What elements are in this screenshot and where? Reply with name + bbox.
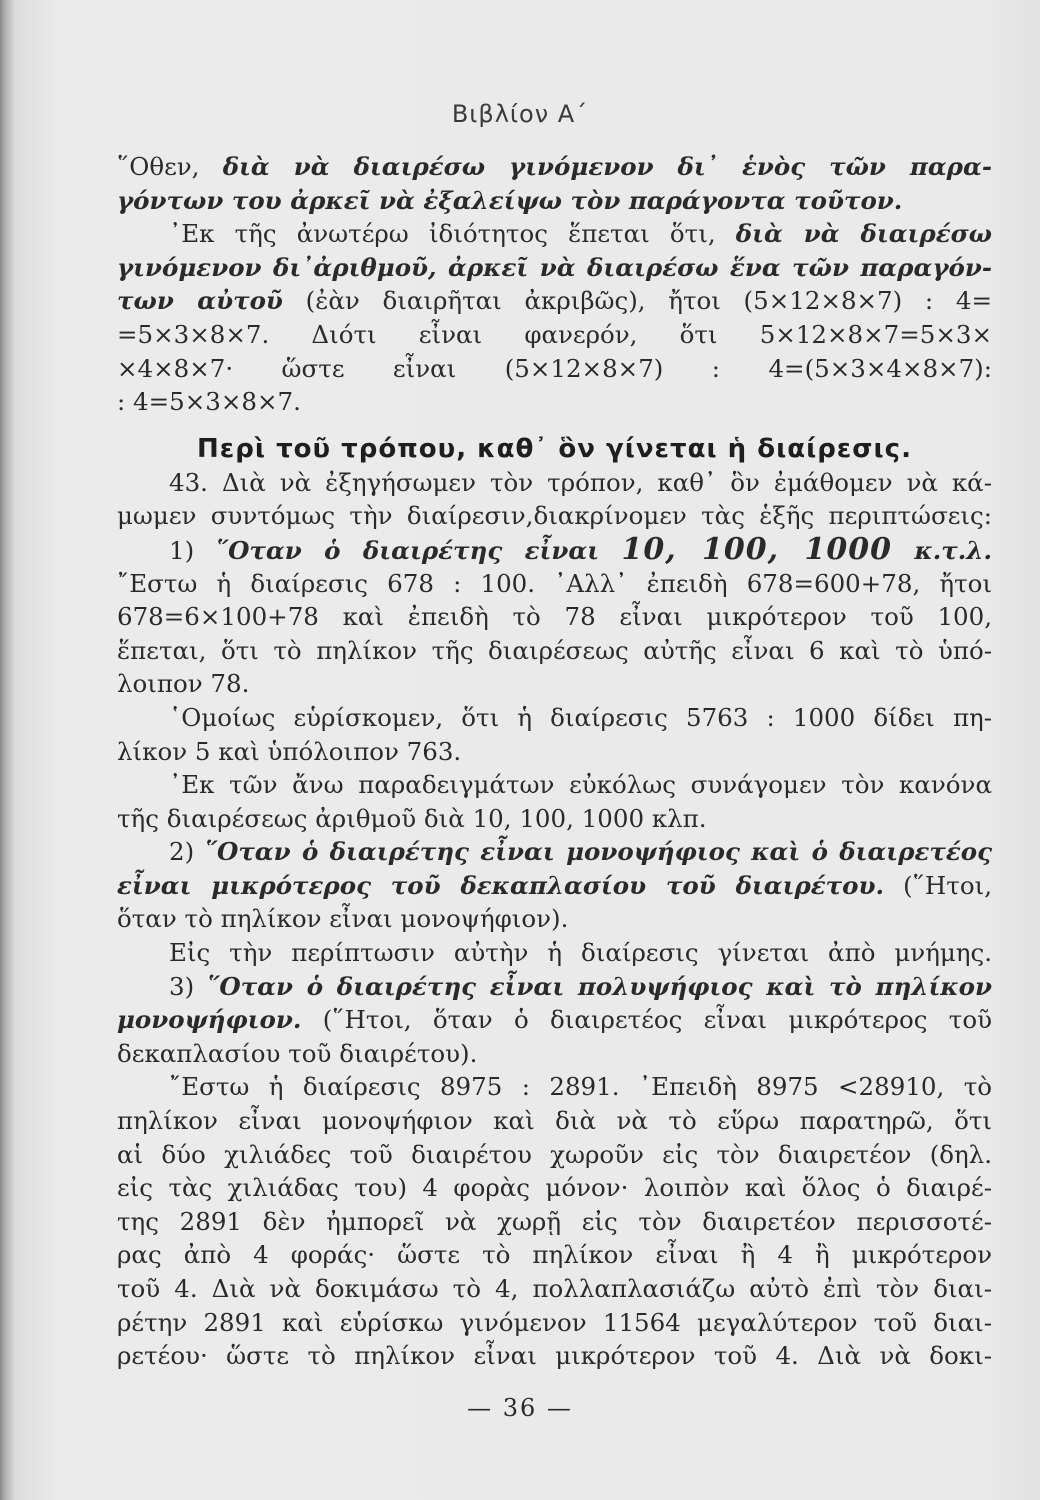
- text-line: [117, 768, 992, 802]
- text-run: ×4×8×7· ὥστε εἶναι (5×12×8×7) : 4=(5×3×4×8×7):: [117, 353, 992, 383]
- text-line: [117, 1272, 992, 1306]
- text-run: ῞Οθεν,: [117, 152, 223, 181]
- text-run: 2): [169, 837, 205, 867]
- text-run: ρέτην 2891 καὶ εὑρίσκω γινόμενον 11564 μεγαλύτερον τοῦ διαι-: [117, 1307, 992, 1337]
- text-line: [117, 970, 992, 1004]
- text-line: [117, 1104, 992, 1138]
- text-line: [117, 567, 992, 601]
- text-line: [117, 1003, 992, 1037]
- emphasis-numbers: 10, 100, 1000: [621, 531, 892, 567]
- text-line: [117, 1138, 992, 1172]
- text-line: [117, 735, 992, 769]
- emphasis-run: εἶναι μικρότερος τοῦ δεκαπλασίου τοῦ διαιρέτου.: [117, 870, 885, 900]
- text-run: (ἐὰν διαιρῆται ἀκριβῶς), ἤτοι (5×12×8×7) : 4=: [282, 286, 992, 316]
- text-run: ᾽Εκ τῶν ἄνω παραδειγμάτων εὐκόλως συνάγομεν τὸν κανόνα: [169, 770, 992, 800]
- text-run: της 2891 δὲν ἠμπορεῖ νὰ χωρῇ εἰς τὸν διαιρετέον περισσοτέ-: [117, 1206, 992, 1236]
- text-run: μωμεν συντόμως τὴν διαίρεσιν,διακρίνομεν τὰς ἑξῆς περιπτώσεις:: [117, 501, 992, 531]
- text-line: [117, 1205, 992, 1239]
- text-run: αἱ δύο χιλιάδες τοῦ διαιρέτου χωροῦν εἰς τὸν διαιρετέον (δηλ.: [117, 1139, 992, 1169]
- text-run: =5×3×8×7. Διότι εἶναι φανερόν, ὅτι 5×12×8×7=5×3×: [117, 319, 992, 349]
- text-line: [117, 1070, 992, 1104]
- text-run: (῞Ητοι, ὅταν ὁ διαιρετέος εἶναι μικρότερος τοῦ: [301, 1005, 992, 1035]
- emphasis-run: των αὐτοῦ: [117, 286, 283, 316]
- text-run: δεκαπλασίου τοῦ διαιρέτου).: [117, 1038, 478, 1068]
- text-line: [117, 251, 992, 285]
- text-line: [117, 600, 992, 634]
- text-run: ῎Εστω ἡ διαίρεσις 8975 : 2891. ᾽Επειδὴ 8975 <28910, τὸ: [169, 1072, 992, 1102]
- text-line: [117, 1037, 992, 1071]
- text-run: 1): [169, 535, 216, 565]
- text-run: (῞Ητοι,: [884, 870, 992, 900]
- text-line: [117, 835, 992, 869]
- emphasis-run: ῞Οταν ὁ διαιρέτης εἶναι: [215, 535, 622, 565]
- text-run: ρας ἀπὸ 4 φοράς· ὥστε τὸ πηλίκον εἶναι ἢ 4 ἢ μικρότερον: [117, 1240, 992, 1270]
- text-run: ᾽Εκ τῆς ἀνωτέρω ἰδιότητος ἕπεται ὅτι,: [169, 219, 736, 249]
- emphasis-run: γινόμενον δι᾽ἀριθμοῦ, ἀρκεῖ νὰ διαιρέσω ἕνα τῶν παραγόν-: [117, 252, 992, 282]
- text-run: ὅταν τὸ πηλίκον εἶναι μονοψήφιον).: [117, 904, 569, 934]
- text-run: πηλίκον εἶναι μονοψήφιον καὶ διὰ νὰ τὸ εὕρω παρατηρῶ, ὅτι: [117, 1106, 992, 1136]
- text-run: 678=6×100+78 καὶ ἐπειδὴ τὸ 78 εἶναι μικρότερον τοῦ 100,: [117, 602, 992, 632]
- text-line: [117, 466, 992, 500]
- text-run: λίκον 5 καὶ ὑπόλοιπον 763.: [117, 736, 462, 766]
- text-line: [117, 1238, 992, 1272]
- text-run: ρετέου· ὥστε τὸ πηλίκον εἶναι μικρότερον τοῦ 4. Διὰ νὰ δοκι-: [117, 1341, 992, 1371]
- text-line: [117, 936, 992, 970]
- text-run: 3): [169, 971, 208, 1001]
- text-run: Εἰς τὴν περίπτωσιν αὐτὴν ἡ διαίρεσις γίνεται ἀπὸ μνήμης.: [169, 938, 992, 968]
- text-run: : 4=5×3×8×7.: [117, 387, 301, 417]
- emphasis-run: κ.τ.λ.: [891, 535, 992, 565]
- text-run: ῎Εστω ἡ διαίρεσις 678 : 100. ᾽Αλλ᾽ ἐπειδὴ 678=600+78, ἤτοι: [117, 568, 992, 598]
- running-header: Βιβλίον Α΄: [451, 100, 589, 128]
- text-line: [117, 701, 992, 735]
- text-run: λοιπον 78.: [117, 669, 250, 699]
- text-run: τῆς διαιρέσεως ἀριθμοῦ διὰ 10, 100, 1000 κλπ.: [117, 803, 707, 833]
- emphasis-run: διὰ νὰ διαιρέσω: [735, 219, 992, 249]
- emphasis-run: ῞Οταν ὁ διαιρέτης εἶναι πολυψήφιος καὶ τὸ πηλίκον: [207, 971, 993, 1001]
- text-line: [117, 533, 992, 567]
- page-number: — 36 —: [467, 1394, 573, 1422]
- section-heading: Περὶ τοῦ τρόπου, καθ᾽ ὃν γίνεται ἡ διαίρεσις.: [197, 433, 912, 464]
- text-line: [117, 634, 992, 668]
- text-line: [117, 499, 992, 533]
- text-line: [117, 385, 992, 419]
- text-run: ῾Ομοίως εὑρίσκομεν, ὅτι ἡ διαίρεσις 5763 : 1000 δίδει πη-: [169, 702, 992, 732]
- text-line: [117, 1171, 992, 1205]
- text-line: [117, 284, 992, 318]
- text-line: [117, 217, 992, 251]
- text-line: [117, 1339, 992, 1373]
- emphasis-run: ῞Οταν ὁ διαιρέτης εἶναι μονοψήφιος καὶ ὁ διαιρετέος: [204, 837, 992, 867]
- book-spine-shadow: [0, 0, 14, 1500]
- text-line: [117, 802, 992, 836]
- text-line: [117, 318, 992, 352]
- text-run: 43. Διὰ νὰ ἐξηγήσωμεν τὸν τρόπον, καθ᾽ ὃν ἐμάθομεν νὰ κά-: [169, 467, 992, 497]
- text-line: [117, 150, 992, 184]
- text-line: [117, 1306, 992, 1340]
- text-line: [117, 184, 992, 218]
- text-line: [117, 902, 992, 936]
- text-run: ἕπεται, ὅτι τὸ πηλίκον τῆς διαιρέσεως αὐτῆς εἶναι 6 καὶ τὸ ὑπό-: [117, 635, 992, 665]
- emphasis-run: μονοψήφιον.: [117, 1005, 302, 1035]
- text-run: τοῦ 4. Διὰ νὰ δοκιμάσω τὸ 4, πολλαπλασιάζω αὐτὸ ἐπὶ τὸν διαι-: [117, 1274, 992, 1303]
- emphasis-run: διὰ νὰ διαιρέσω γινόμενον δι᾽ ἑνὸς τῶν παρα-: [222, 152, 992, 181]
- text-run: εἰς τὰς χιλιάδας του) 4 φορὰς μόνον· λοιπὸν καὶ ὅλος ὁ διαιρέ-: [117, 1173, 992, 1203]
- text-line: [117, 352, 992, 386]
- page-body: [117, 150, 992, 1373]
- emphasis-run: γόντων του ἀρκεῖ νὰ ἐξαλείψω τὸν παράγοντα τοῦτον.: [117, 185, 903, 215]
- text-line: [117, 869, 992, 903]
- text-line: [117, 667, 992, 701]
